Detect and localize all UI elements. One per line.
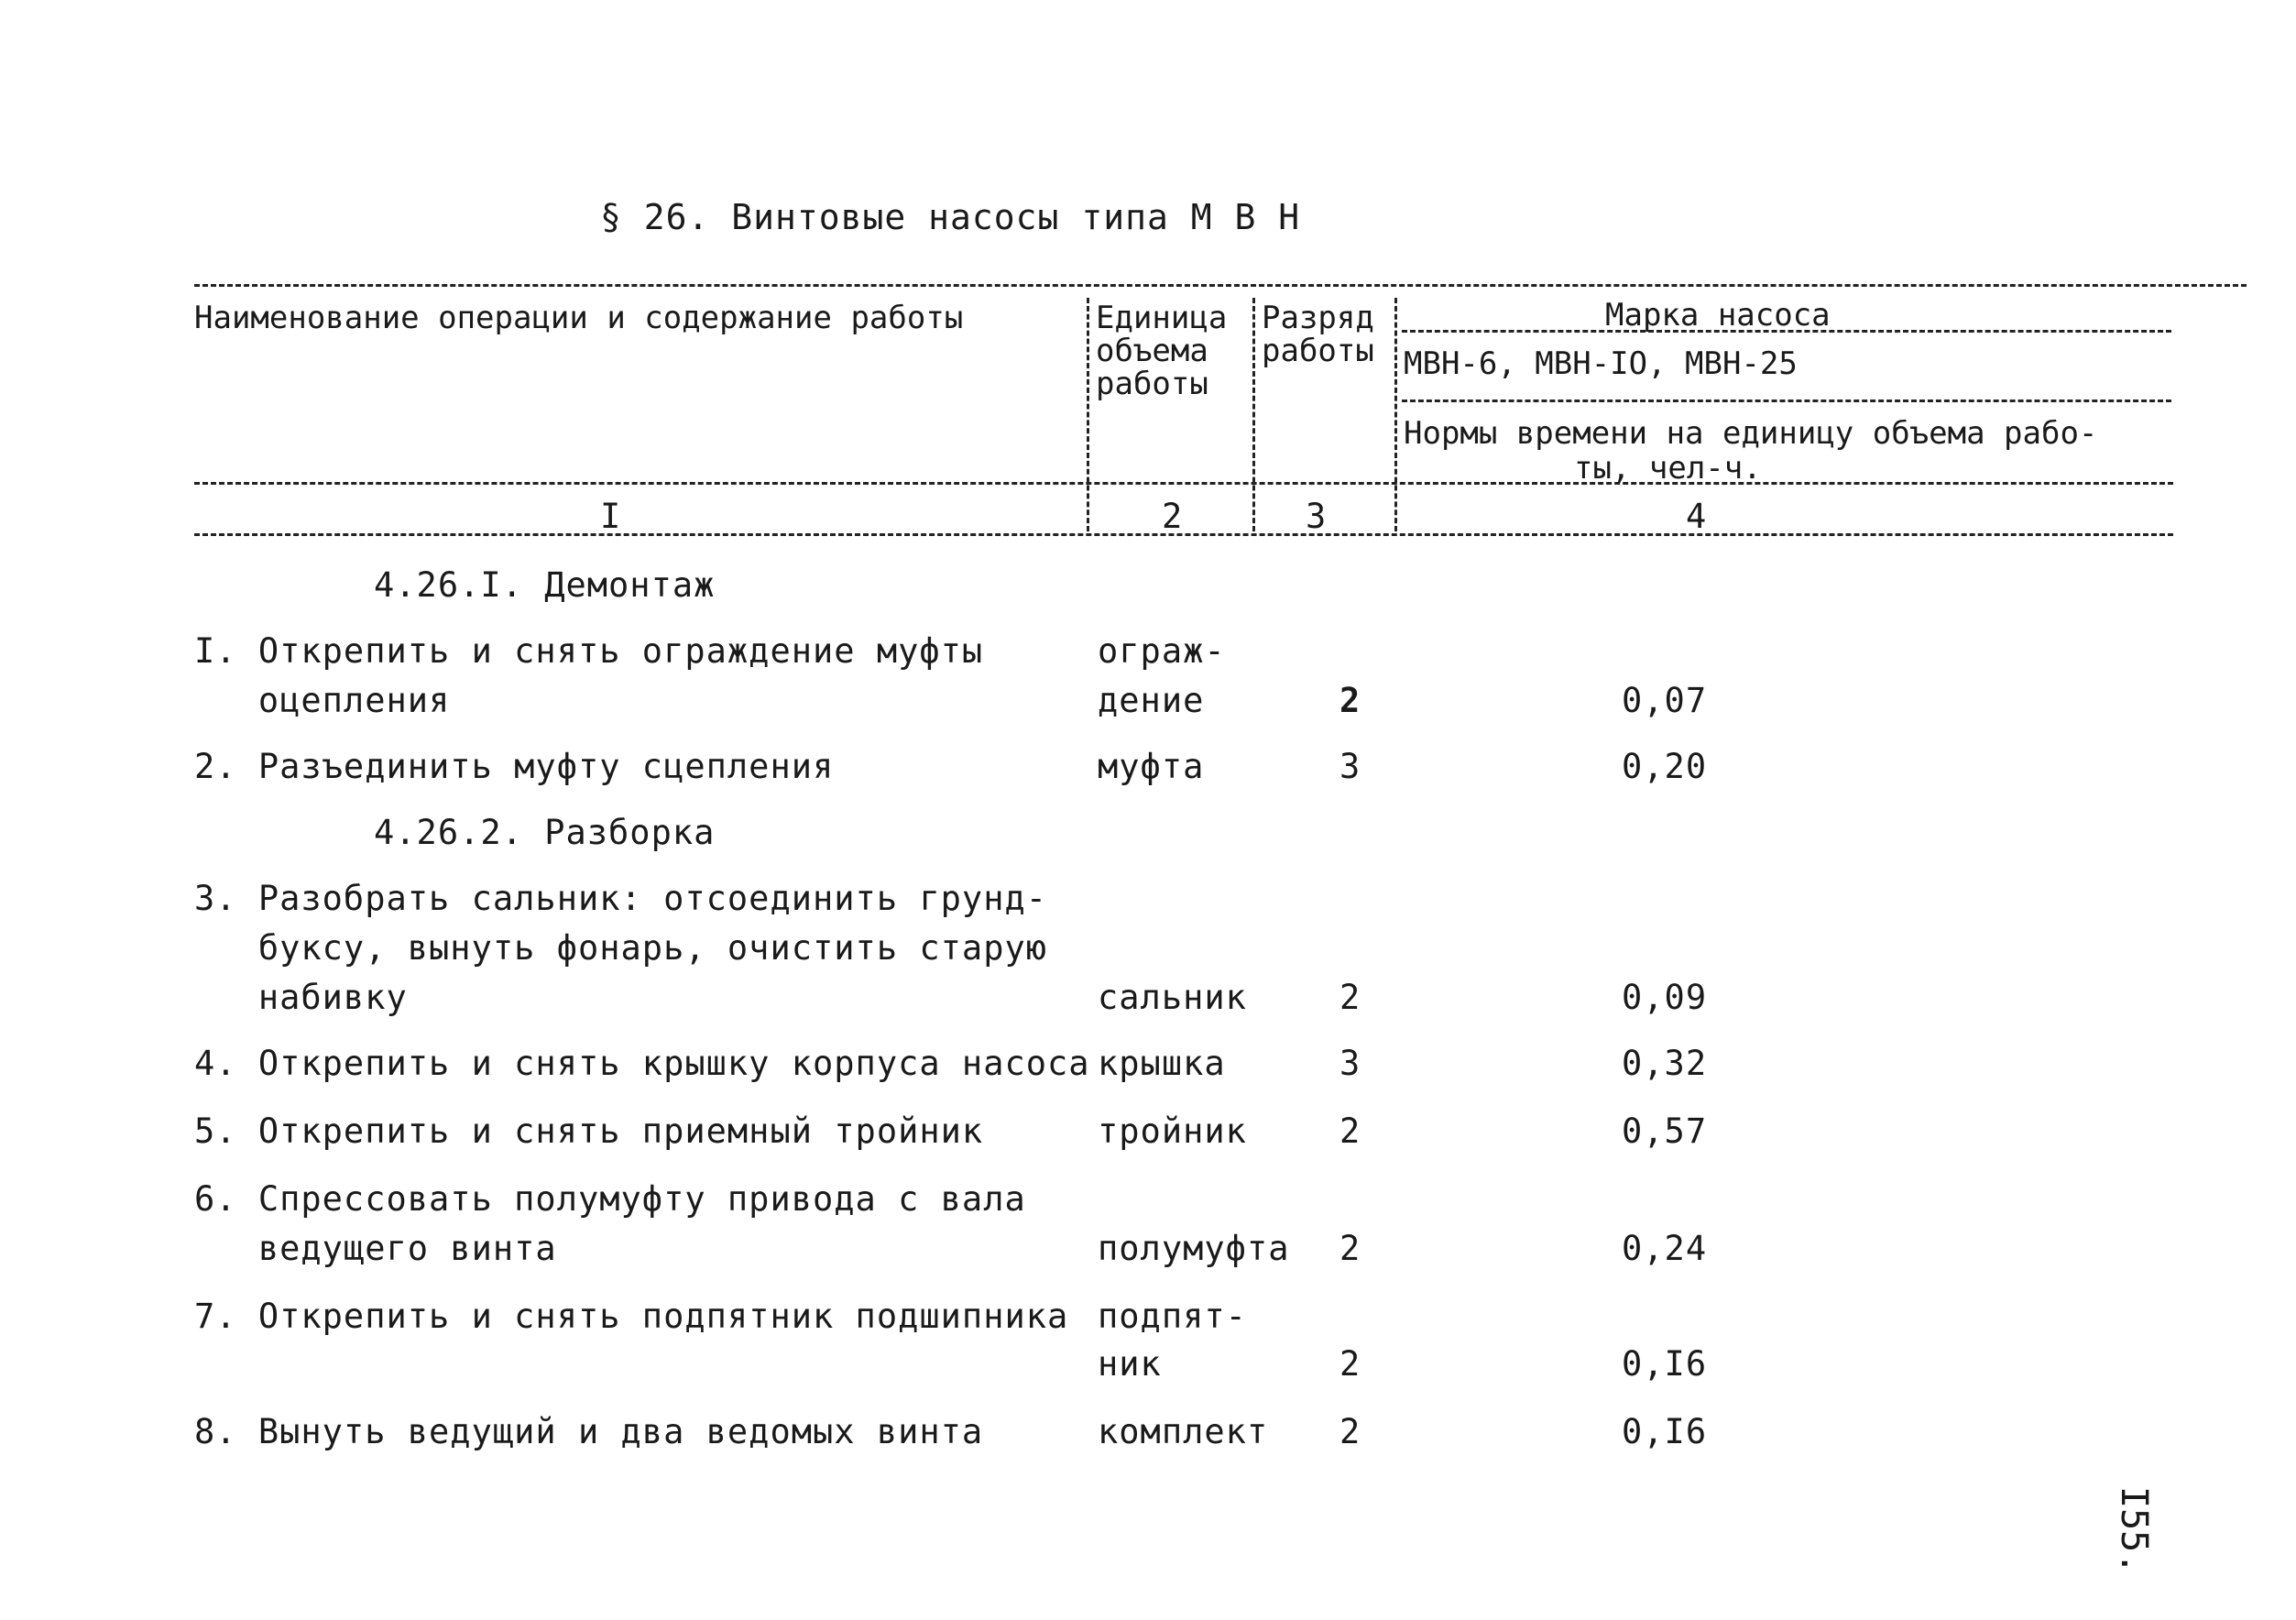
row-4-unit: крышка (1098, 1044, 1226, 1083)
column-number-1: I (600, 497, 622, 536)
row-1-norm: 0,07 (1622, 681, 1708, 720)
row-6-unit: полумуфта (1098, 1229, 1290, 1268)
page-number: I55. (2113, 1486, 2155, 1575)
column-separator-3 (1394, 298, 1397, 531)
row-3-name-line1: 3. Разобрать сальник: отсоединить грунд- (194, 879, 1048, 918)
row-3-norm: 0,09 (1622, 978, 1708, 1017)
row-4-grade: 3 (1339, 1044, 1361, 1083)
row-8-name: 8. Вынуть ведущий и два ведомых винта (194, 1412, 984, 1451)
row-8-grade: 2 (1339, 1412, 1361, 1451)
row-6-grade: 2 (1339, 1229, 1361, 1268)
row-1-name-line1: I. Открепить и снять ограждение муфты (194, 631, 984, 671)
header-col4-group: Марка насоса (1605, 297, 1831, 334)
header-col2-line2: объема (1096, 333, 1208, 369)
header-col3-line1: Разряд (1262, 300, 1374, 336)
row-1-grade: 2 (1339, 681, 1361, 720)
row-2-unit: муфта (1098, 747, 1205, 786)
header-top-rule (194, 284, 2247, 287)
header-norms-rule (1402, 400, 2171, 402)
row-5-unit: тройник (1098, 1111, 1247, 1151)
row-5-grade: 2 (1339, 1111, 1361, 1151)
row-4-name: 4. Открепить и снять крышку корпуса насоса (194, 1044, 1090, 1083)
row-7-norm: 0,I6 (1622, 1344, 1708, 1384)
row-7-unit-line1: подпят- (1098, 1297, 1247, 1336)
row-6-name-line2: ведущего винта (194, 1229, 557, 1268)
row-2-name: 2. Разъединить муфту сцепления (194, 747, 835, 786)
row-1-name-line2: оцепления (194, 681, 451, 720)
row-3-unit: сальник (1098, 978, 1247, 1017)
row-4-norm: 0,32 (1622, 1044, 1708, 1083)
row-3-name-line2: буксу, вынуть фонарь, очистить старую (194, 928, 1048, 968)
header-col2-line1: Единица (1096, 300, 1228, 336)
row-1-unit-line2: дение (1098, 681, 1205, 720)
row-7-unit-line2: ник (1098, 1344, 1162, 1384)
row-3-name-line3: набивку (194, 978, 408, 1017)
row-8-norm: 0,I6 (1622, 1412, 1708, 1451)
row-8-unit: комплект (1098, 1412, 1269, 1451)
row-6-name-line1: 6. Спрессовать полумуфту привода с вала (194, 1179, 1026, 1219)
row-6-norm: 0,24 (1622, 1229, 1708, 1268)
row-1-unit-line1: ограж- (1098, 631, 1226, 671)
column-number-2: 2 (1162, 497, 1184, 536)
section-title: § 26. Винтовые насосы типа М В Н (600, 197, 1301, 237)
row-7-grade: 2 (1339, 1344, 1361, 1384)
row-5-norm: 0,57 (1622, 1111, 1708, 1151)
column-separator-2 (1252, 298, 1255, 531)
row-7-name: 7. Открепить и снять подпятник подшипника (194, 1297, 1069, 1336)
header-col4-norms-line1: Нормы времени на единицу объема рабо- (1404, 415, 2098, 452)
row-2-grade: 3 (1339, 747, 1361, 786)
header-col1: Наименование операции и содержание работы (194, 300, 964, 336)
subsection-title-disassembly: 4.26.2. Разборка (374, 813, 716, 852)
row-5-name: 5. Открепить и снять приемный тройник (194, 1111, 984, 1151)
header-col2-line3: работы (1096, 366, 1208, 402)
header-col4-norms-line2: ты, чел-ч. (1574, 450, 1762, 487)
header-col4-brands: МВН-6, МВН-IO, МВН-25 (1404, 345, 1798, 382)
header-bottom-rule (194, 482, 2173, 485)
row-2-norm: 0,20 (1622, 747, 1708, 786)
column-separator-1 (1087, 298, 1089, 531)
row-3-grade: 2 (1339, 978, 1361, 1017)
column-number-3: 3 (1306, 497, 1328, 536)
subsection-title-dismantling: 4.26.I. Демонтаж (374, 565, 716, 605)
column-numbers-rule (194, 533, 2173, 536)
header-col3-line2: работы (1262, 333, 1374, 369)
column-number-4: 4 (1686, 497, 1708, 536)
